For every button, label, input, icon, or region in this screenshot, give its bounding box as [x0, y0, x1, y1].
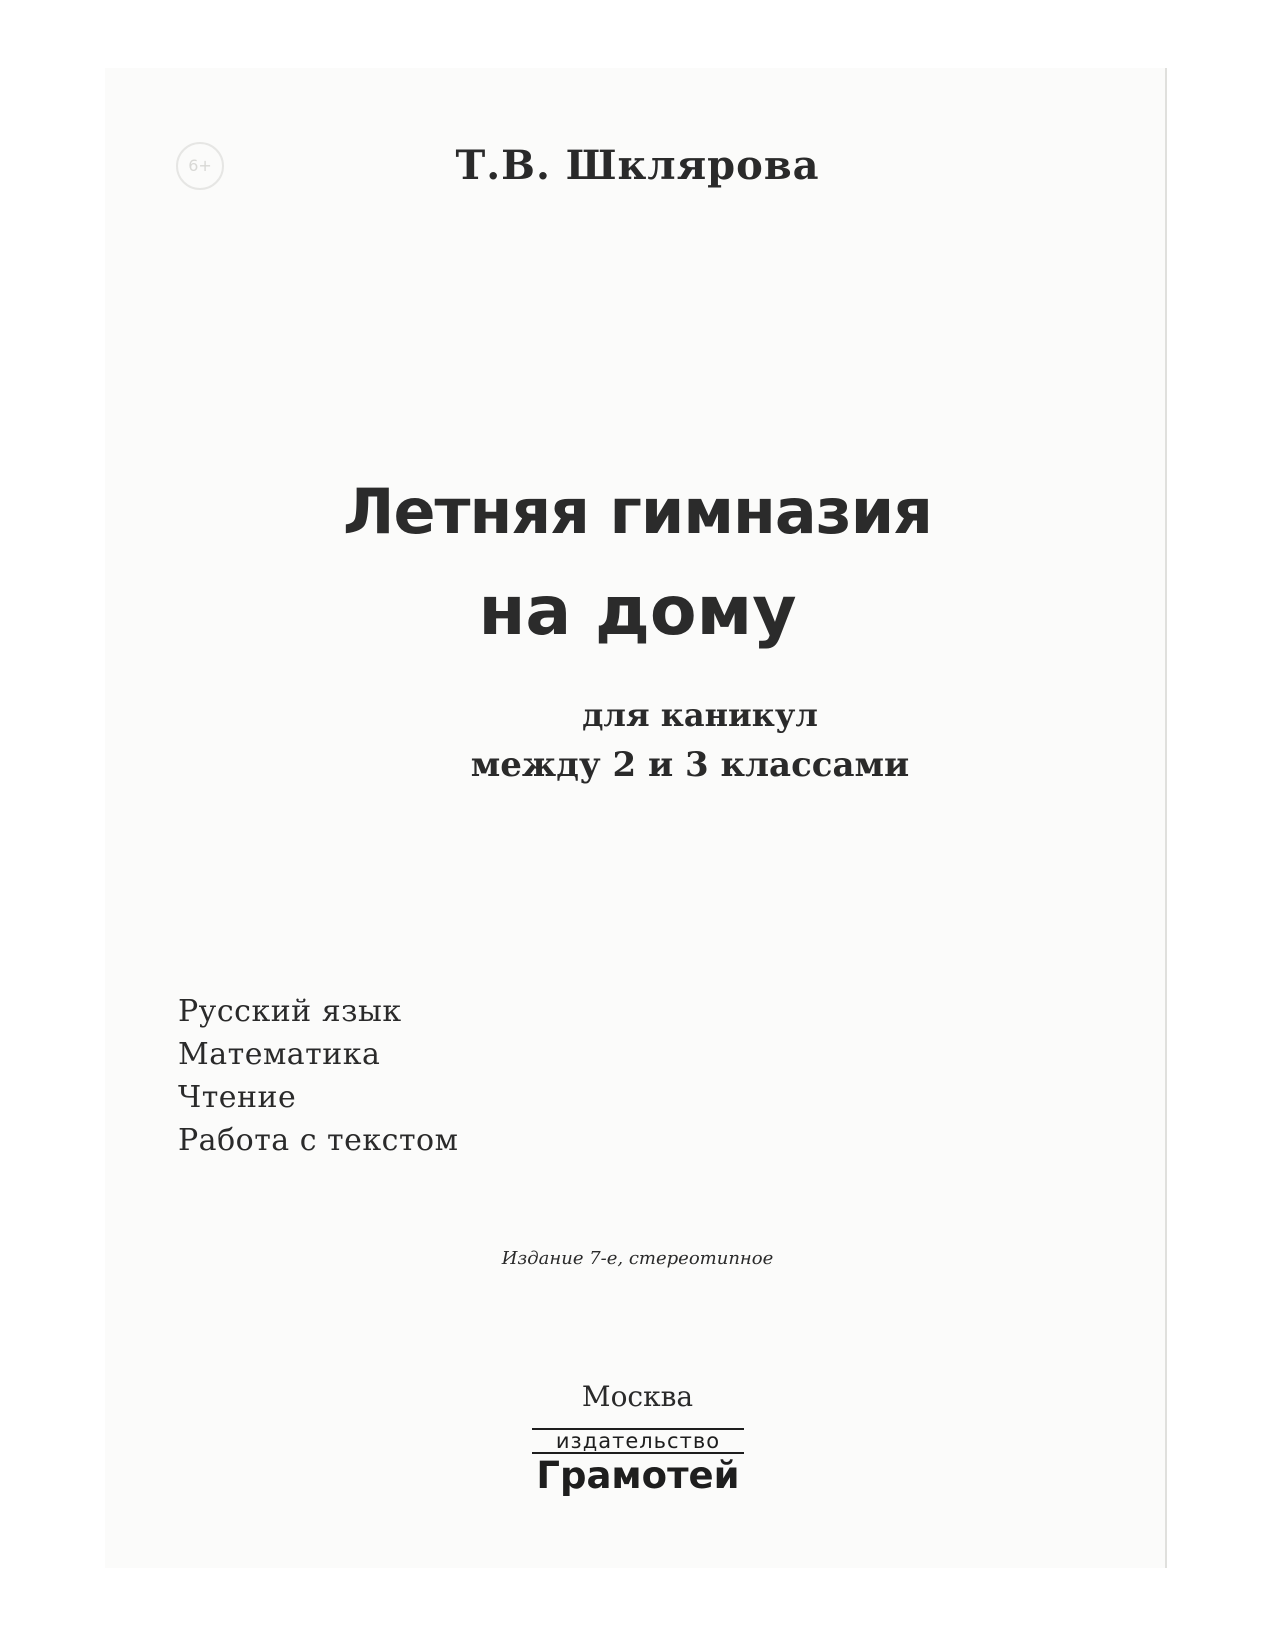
subject-item: Русский язык [178, 994, 402, 1029]
paper-sheet [105, 68, 1167, 1568]
subjects-list [178, 990, 458, 1162]
subtitle-line-1: для каникул [582, 696, 818, 734]
subtitle-line-2: между 2 и 3 классами [470, 745, 910, 785]
subject-item: Чтение [178, 1080, 297, 1115]
age-rating-mark: 6+ [176, 142, 224, 190]
title-line-1: Летняя гимназия [343, 475, 932, 548]
publisher-label: издательство [532, 1428, 744, 1454]
book-subtitle [240, 690, 1140, 790]
edition-note: Издание 7-е, стереотипное [501, 1248, 774, 1269]
publication-city: Москва [581, 1380, 694, 1413]
book-title [0, 462, 1275, 662]
title-line-2: на дому [478, 572, 797, 651]
publisher-logo [518, 1428, 758, 1498]
subject-item: Математика [178, 1037, 381, 1072]
publisher-name: Грамотей [536, 1454, 740, 1497]
author-name: Т.В. Шклярова [455, 142, 820, 189]
subject-item: Работа с текстом [178, 1123, 459, 1158]
